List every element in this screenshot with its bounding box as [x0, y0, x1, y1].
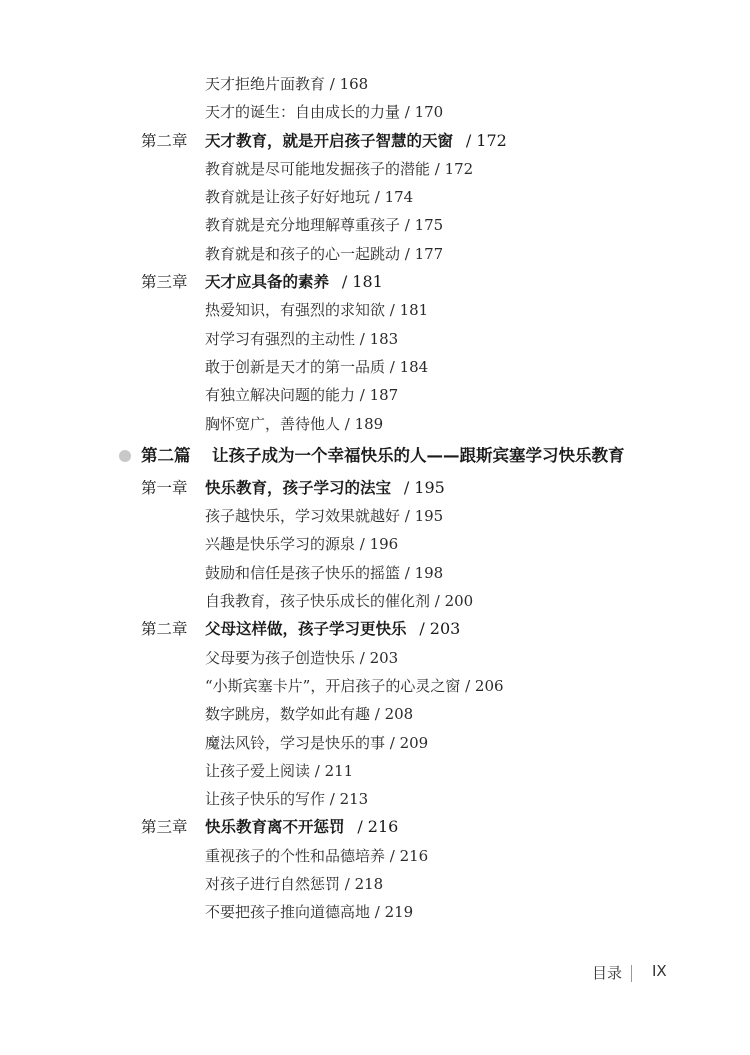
- toc-section-entry: 不要把孩子推向道德高地 / 219: [205, 903, 414, 922]
- toc-part-heading: [0, 438, 750, 474]
- footer-label: 目录: [592, 964, 623, 982]
- chapter-title-group: [205, 127, 507, 155]
- toc-section-entry: 对孩子进行自然惩罚 / 218: [205, 875, 384, 894]
- toc-section-entry: 有独立解决问题的能力 / 187: [205, 386, 399, 405]
- toc-section-entry: 教育就是充分地理解尊重孩子 / 175: [205, 216, 444, 235]
- toc-section-entry: 天才拒绝片面教育 / 168: [205, 75, 369, 93]
- toc-section-entry: 对学习有强烈的主动性 / 183: [205, 329, 399, 348]
- toc-section-entry: 魔法风铃，学习是快乐的事 / 209: [205, 733, 429, 752]
- chapter-title: 天才应具备的素养: [205, 272, 330, 292]
- chapter-title: 天才教育，就是开启孩子智慧的天窗: [205, 130, 454, 150]
- toc-section-entry: 让孩子爱上阅读 / 211: [205, 761, 354, 780]
- toc-chapter-heading: [0, 127, 750, 155]
- page-footer: [0, 960, 750, 986]
- toc-section-entry: 天才的诞生：自由成长的力量 / 170: [205, 103, 444, 122]
- chapter-page: / 195: [403, 477, 445, 497]
- toc-chapter-heading: [0, 615, 750, 643]
- toc-section-entry: 自我教育，孩子快乐成长的催化剂 / 200: [205, 592, 474, 611]
- part-label: 第二篇: [141, 445, 191, 465]
- chapter-page: / 181: [341, 272, 383, 292]
- part-title: 让孩子成为一个幸福快乐的人——跟斯宾塞学习快乐教育: [212, 445, 625, 465]
- chapter-page: / 216: [357, 817, 399, 837]
- toc-section-entry: “小斯宾塞卡片”，开启孩子的心灵之窗 / 206: [205, 676, 504, 695]
- spacer: [453, 131, 464, 150]
- chapter-title: 快乐教育离不开惩罚: [205, 817, 345, 837]
- page-number: IX: [652, 962, 667, 980]
- spacer: [329, 272, 340, 291]
- table-of-contents: [0, 70, 750, 927]
- toc-section-entry: 重视孩子的个性和品德培养 / 216: [205, 846, 429, 865]
- toc-section-entry: 教育就是和孩子的心一起跳动 / 177: [205, 244, 444, 263]
- chapter-title-group: [205, 474, 445, 502]
- toc-section-entry: 数字跳房，数学如此有趣 / 208: [205, 705, 414, 724]
- toc-section-entry: 教育就是尽可能地发掘孩子的潜能 / 172: [205, 159, 474, 178]
- chapter-title-group: [205, 615, 460, 643]
- footer-divider: [631, 965, 632, 982]
- toc-section-entry: 父母要为孩子创造快乐 / 203: [205, 648, 399, 667]
- chapter-title-group: [205, 813, 398, 841]
- toc-section-entry: 胸怀宽广，善待他人 / 189: [205, 414, 384, 433]
- toc-section-entry: 鼓励和信任是孩子快乐的摇篮 / 198: [205, 563, 444, 582]
- toc-section-entry: 教育就是让孩子好好地玩 / 174: [205, 188, 414, 207]
- chapter-page: / 203: [419, 619, 461, 639]
- chapter-label: 第二章: [141, 131, 188, 150]
- chapter-label: 第一章: [141, 478, 188, 497]
- toc-section-entry: 兴趣是快乐学习的源泉 / 196: [205, 535, 399, 554]
- bullet-dot-icon: [119, 450, 131, 462]
- toc-chapter-heading: [0, 474, 750, 502]
- toc-chapter-heading: [0, 268, 750, 296]
- spacer: [391, 478, 402, 497]
- spacer: [345, 817, 356, 836]
- chapter-page: / 172: [465, 130, 507, 150]
- toc-section-entry: 孩子越快乐，学习效果就越好 / 195: [205, 507, 444, 526]
- toc-section-entry: 让孩子快乐的写作 / 213: [205, 790, 369, 809]
- toc-section-entry: 敢于创新是天才的第一品质 / 184: [205, 357, 429, 376]
- chapter-title: 快乐教育，孩子学习的法宝: [205, 477, 392, 497]
- chapter-title: 父母这样做，孩子学习更快乐: [205, 619, 407, 639]
- chapter-label: 第三章: [141, 273, 188, 292]
- chapter-label: 第二章: [141, 620, 188, 639]
- toc-chapter-heading: [0, 813, 750, 841]
- toc-section-entry: 热爱知识，有强烈的求知欲 / 181: [205, 301, 429, 320]
- chapter-title-group: [205, 268, 383, 296]
- spacer: [407, 619, 418, 638]
- chapter-label: 第三章: [141, 818, 188, 837]
